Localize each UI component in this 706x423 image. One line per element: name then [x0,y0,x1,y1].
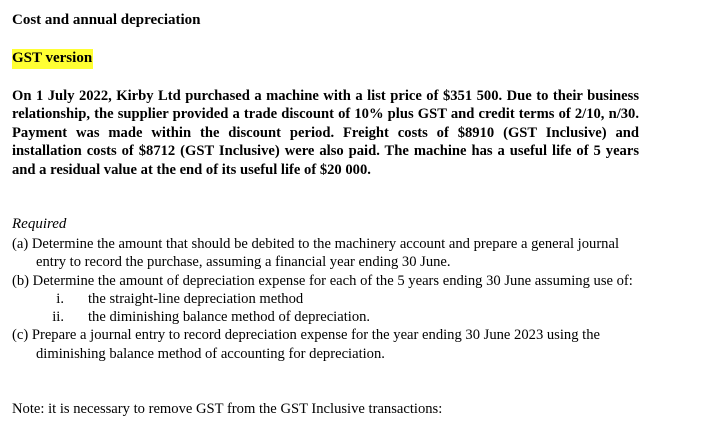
requirements-list [12,235,652,363]
document-title: Cost and annual depreciation [12,12,201,28]
sub-item-text: the straight-line depreciation method [88,290,304,307]
requirement-b-sub-item [12,290,652,308]
problem-statement: On 1 July 2022, Kirby Ltd purchased a machine with a list price of $351 500. Due to their business relationship, the supplier provided a trade discount of 10% plus GST and credit terms of 2/10, n/30. Payment was made within the discount period. Freight costs of $8910 (GST Inclusive) and installation costs of $8712 (GST Inclusive) were also paid. The machine has a useful life of 5 years and a residual value at the end of its useful life of $20 000. [12,88,639,178]
requirement-b-sub-item [12,308,652,326]
requirement-b-sublist [12,290,652,327]
requirement-a: (a) Determine the amount that should be debited to the machinery account and prepare a general journal entry to record the purchase, assuming a financial year ending 30 June. [12,236,620,271]
required-heading: Required [12,216,67,232]
sub-item-number: ii. [52,309,64,326]
requirement-b: (b) Determine the amount of depreciation expense for each of the 5 years ending 30 June assuming use of: [12,272,633,289]
gst-version-highlight: GST version [12,49,93,69]
gst-note: Note: it is necessary to remove GST from the GST Inclusive transactions: [12,401,443,417]
sub-item-text: the diminishing balance method of depreciation. [88,309,371,326]
sub-item-number: i. [56,290,64,307]
requirement-c: (c) Prepare a journal entry to record depreciation expense for the year ending 30 June 2023 using the diminishing balance method of accounting for depreciation. [12,327,600,362]
